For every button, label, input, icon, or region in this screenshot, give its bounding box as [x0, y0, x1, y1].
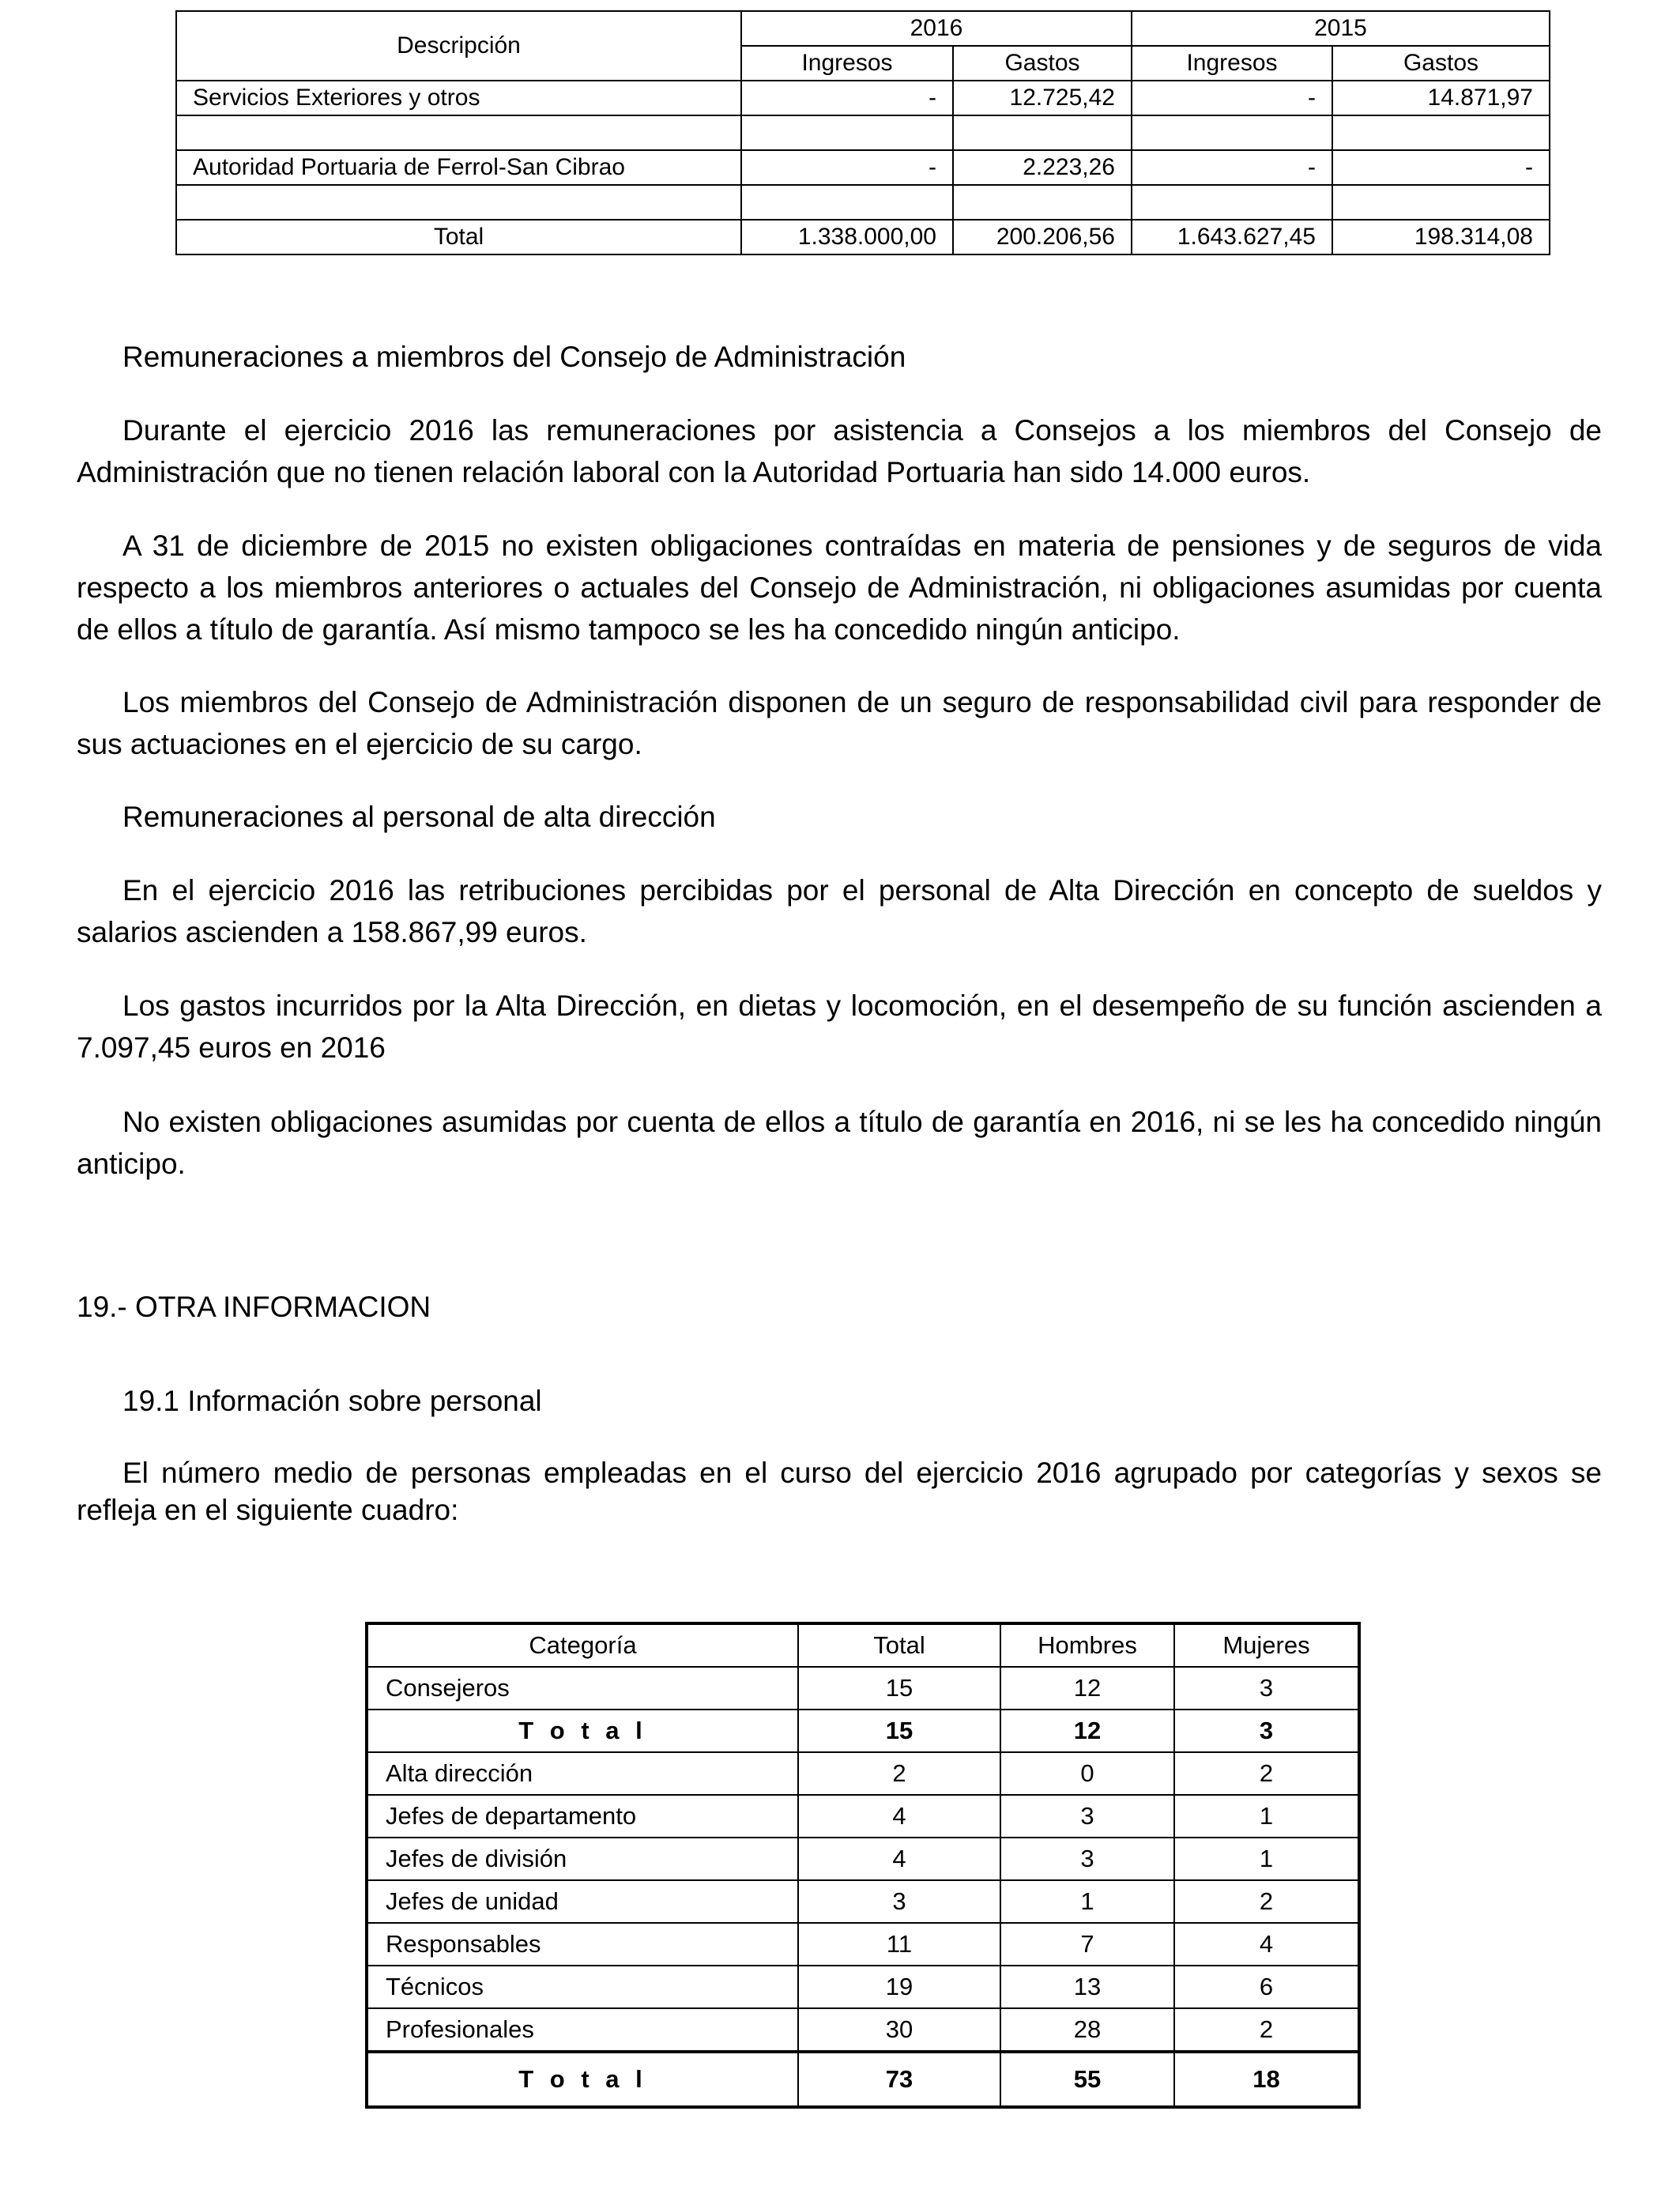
personnel-header-row	[367, 1623, 1359, 1667]
header-expenses-2015: Gastos	[1332, 46, 1550, 81]
header-women: Mujeres	[1174, 1623, 1359, 1667]
cell-expenses-2016	[953, 115, 1132, 150]
cell-category: Jefes de departamento	[367, 1795, 798, 1838]
cell-expenses-2015	[1332, 115, 1550, 150]
cell-expenses-2015: 14.871,97	[1332, 81, 1550, 115]
header-income-2015: Ingresos	[1132, 46, 1332, 81]
heading-remuneraciones-alta-direccion: Remuneraciones al personal de alta dirección	[122, 801, 716, 833]
cell-total: 73	[798, 2052, 1000, 2107]
cell-category: T o t a l	[367, 1710, 798, 1752]
cell-men: 3	[1000, 1795, 1174, 1838]
cell-expenses-2016	[953, 185, 1132, 220]
finance-table	[175, 10, 1550, 255]
cell-expenses-2015: 198.314,08	[1332, 220, 1550, 254]
table-row	[367, 2008, 1359, 2052]
cell-category: T o t a l	[367, 2052, 798, 2107]
cell-total: 4	[798, 1795, 1000, 1838]
cell-women: 3	[1174, 1667, 1359, 1710]
cell-income-2015: -	[1132, 81, 1332, 115]
cell-women: 1	[1174, 1795, 1359, 1838]
header-description: Descripción	[176, 11, 741, 81]
table-row	[367, 1795, 1359, 1838]
cell-men: 1	[1000, 1880, 1174, 1923]
cell-total: 3	[798, 1880, 1000, 1923]
cell-income-2016	[741, 185, 953, 220]
table-row	[367, 1752, 1359, 1795]
cell-men: 12	[1000, 1667, 1174, 1710]
header-year-2016: 2016	[741, 11, 1132, 46]
cell-women: 2	[1174, 1752, 1359, 1795]
cell-income-2016: -	[741, 81, 953, 115]
table-row	[367, 1966, 1359, 2008]
paragraph-seguro-responsabilidad: Los miembros del Consejo de Administración disponen de un seguro de responsabilidad civil para responder de sus actuaciones en el ejercicio de su cargo.	[77, 686, 1602, 760]
cell-income-2016: 1.338.000,00	[741, 220, 953, 254]
cell-total: 15	[798, 1667, 1000, 1710]
finance-header-row-1	[176, 11, 1550, 46]
table-row	[176, 185, 1550, 220]
paragraph-consejo-asistencia: Durante el ejercicio 2016 las remuneraciones por asistencia a Consejos a los miembros del Consejo de Administración que no tienen relación laboral con la Autoridad Portuaria han sido 14.000 euros.	[77, 414, 1602, 488]
cell-income-2015	[1132, 185, 1332, 220]
heading-remuneraciones-consejo: Remuneraciones a miembros del Consejo de Administración	[122, 341, 906, 373]
table-row	[176, 81, 1550, 115]
cell-total: 15	[798, 1710, 1000, 1752]
cell-income-2016	[741, 115, 953, 150]
cell-income-2015	[1132, 115, 1332, 150]
cell-women: 6	[1174, 1966, 1359, 2008]
table-total-row	[176, 220, 1550, 254]
cell-men: 28	[1000, 2008, 1174, 2052]
row-description: Total	[176, 220, 741, 254]
table-row	[176, 115, 1550, 150]
row-description	[176, 185, 741, 220]
cell-women: 4	[1174, 1923, 1359, 1966]
header-men: Hombres	[1000, 1623, 1174, 1667]
paragraph-obligaciones-consejo: A 31 de diciembre de 2015 no existen obligaciones contraídas en materia de pensiones y de seguros de vida respecto a los miembros anteriores o actuales del Consejo de Administración, ni obligaciones asumidas por cuenta de ellos a título de garantía. Así mismo tampoco se les ha concedido ningún anticipo.	[77, 530, 1602, 646]
cell-category: Alta dirección	[367, 1752, 798, 1795]
table-row	[367, 1838, 1359, 1880]
table-row	[367, 1667, 1359, 1710]
row-description: Servicios Exteriores y otros	[176, 81, 741, 115]
cell-category: Jefes de división	[367, 1838, 798, 1880]
cell-category: Técnicos	[367, 1966, 798, 2008]
cell-expenses-2015	[1332, 185, 1550, 220]
table-subtotal-row	[367, 1710, 1359, 1752]
cell-women: 1	[1174, 1838, 1359, 1880]
cell-expenses-2016: 12.725,42	[953, 81, 1132, 115]
section-title: 19.- OTRA INFORMACION	[77, 1291, 431, 1323]
cell-total: 30	[798, 2008, 1000, 2052]
cell-men: 7	[1000, 1923, 1174, 1966]
paragraph-retribuciones-alta-direccion: En el ejercicio 2016 las retribuciones percibidas por el personal de Alta Dirección en concepto de sueldos y salarios ascienden a 158.867,99 euros.	[77, 874, 1602, 948]
subsection-title: 19.1 Información sobre personal	[122, 1385, 542, 1417]
cell-men: 3	[1000, 1838, 1174, 1880]
cell-income-2015: 1.643.627,45	[1132, 220, 1332, 254]
row-description	[176, 115, 741, 150]
cell-men: 0	[1000, 1752, 1174, 1795]
table-total-row	[367, 2052, 1359, 2107]
personnel-table	[365, 1622, 1361, 2109]
cell-women: 18	[1174, 2052, 1359, 2107]
cell-total: 2	[798, 1752, 1000, 1795]
row-description: Autoridad Portuaria de Ferrol-San Cibrao	[176, 150, 741, 185]
cell-total: 11	[798, 1923, 1000, 1966]
cell-total: 4	[798, 1838, 1000, 1880]
table-row	[367, 1923, 1359, 1966]
cell-category: Profesionales	[367, 2008, 798, 2052]
cell-total: 19	[798, 1966, 1000, 2008]
cell-income-2016: -	[741, 150, 953, 185]
header-total: Total	[798, 1623, 1000, 1667]
cell-men: 13	[1000, 1966, 1174, 2008]
cell-women: 3	[1174, 1710, 1359, 1752]
header-category: Categoría	[367, 1623, 798, 1667]
paragraph-personal-intro: El número medio de personas empleadas en el curso del ejercicio 2016 agrupado por categorías y sexos se refleja en el siguiente cuadro:	[77, 1457, 1602, 1526]
cell-men: 12	[1000, 1710, 1174, 1752]
paragraph-obligaciones-alta-direccion: No existen obligaciones asumidas por cuenta de ellos a título de garantía en 2016, ni se les ha concedido ningún anticipo.	[77, 1106, 1602, 1180]
cell-expenses-2016: 200.206,56	[953, 220, 1132, 254]
cell-category: Jefes de unidad	[367, 1880, 798, 1923]
cell-category: Consejeros	[367, 1667, 798, 1710]
table-row	[176, 150, 1550, 185]
paragraph-gastos-alta-direccion: Los gastos incurridos por la Alta Dirección, en dietas y locomoción, en el desempeño de su función ascienden a 7.097,45 euros en 2016	[77, 990, 1602, 1064]
table-row	[367, 1880, 1359, 1923]
header-year-2015: 2015	[1132, 11, 1550, 46]
cell-expenses-2015: -	[1332, 150, 1550, 185]
cell-category: Responsables	[367, 1923, 798, 1966]
cell-men: 55	[1000, 2052, 1174, 2107]
cell-women: 2	[1174, 1880, 1359, 1923]
cell-income-2015: -	[1132, 150, 1332, 185]
cell-women: 2	[1174, 2008, 1359, 2052]
header-expenses-2016: Gastos	[953, 46, 1132, 81]
cell-expenses-2016: 2.223,26	[953, 150, 1132, 185]
header-income-2016: Ingresos	[741, 46, 953, 81]
